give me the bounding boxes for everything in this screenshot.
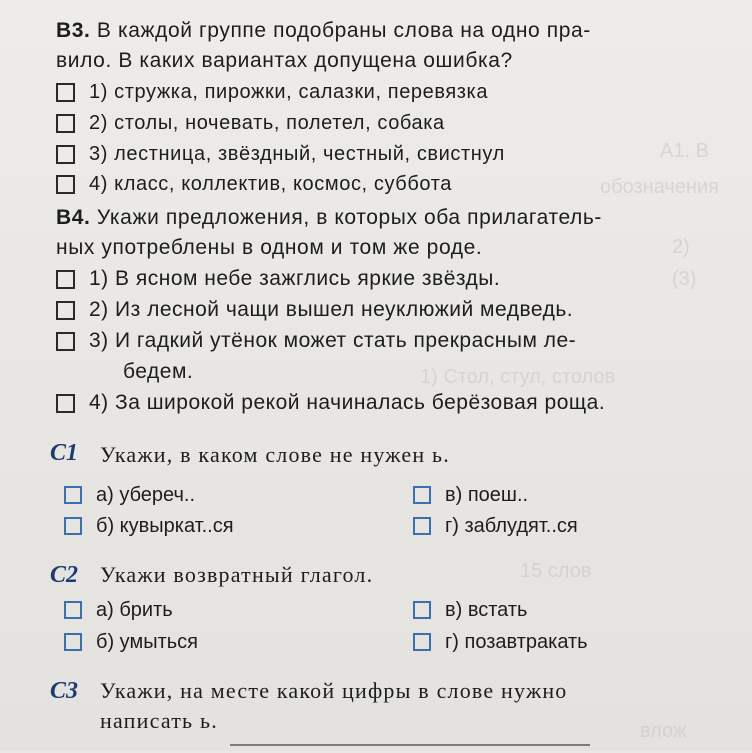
b4-question-line2: ных употреблены в одном и том же роде. — [56, 236, 483, 259]
option-label: в) встать — [445, 599, 528, 621]
option-label: 4) За широкой рекой начиналась берёзовая роща. — [89, 391, 606, 414]
checkbox[interactable] — [56, 270, 75, 289]
checkbox[interactable] — [413, 486, 431, 504]
c2-option-b[interactable] — [64, 630, 198, 654]
c1-option-v[interactable] — [413, 483, 528, 507]
option-label: г) заблудят..ся — [445, 515, 578, 537]
option-label: 1) В ясном небе зажглись яркие звёзды. — [89, 267, 501, 290]
c2-handwritten-tag: С2 — [50, 562, 79, 588]
checkbox[interactable] — [64, 601, 82, 619]
c1-option-a[interactable] — [64, 483, 195, 507]
c2-option-a[interactable] — [64, 598, 173, 622]
option-label: 3) И гадкий утёнок может стать прекрасным ле- — [89, 329, 577, 352]
b4-option-3-continued — [123, 360, 193, 384]
checkbox[interactable] — [64, 517, 82, 535]
b3-option-2[interactable] — [56, 111, 445, 135]
checkbox[interactable] — [56, 175, 75, 194]
b4-option-2[interactable] — [56, 298, 573, 322]
c1-option-g[interactable] — [413, 514, 578, 538]
checkbox[interactable] — [56, 114, 75, 133]
show-through-text: А1. В — [660, 140, 709, 162]
show-through-text: 15 слов — [520, 560, 592, 582]
b4-option-4[interactable] — [56, 391, 605, 415]
option-label: г) позавтракать — [445, 631, 588, 653]
show-through-text: 1) Стол, стул, столов — [420, 366, 616, 388]
c1-handwritten-tag: С1 — [50, 440, 79, 466]
c1-option-b[interactable] — [64, 514, 234, 538]
option-label: в) поеш.. — [445, 484, 529, 506]
b3-number: В3. — [56, 19, 91, 42]
checkbox[interactable] — [413, 601, 431, 619]
c2-option-v[interactable] — [413, 598, 527, 622]
c2-question: Укажи возвратный глагол. — [100, 562, 374, 587]
checkbox[interactable] — [56, 145, 75, 164]
b4-question-line1: В4. Укажи предложения, в которых оба прилагатель- — [56, 206, 603, 229]
option-label: б) кувыркат..ся — [96, 515, 234, 537]
option-label: а) убереч.. — [96, 484, 196, 506]
b4-option-1[interactable] — [56, 267, 500, 291]
b3-option-4[interactable] — [56, 172, 452, 196]
option-label: 2) столы, ночевать, полетел, собака — [89, 112, 445, 134]
checkbox[interactable] — [64, 633, 82, 651]
show-through-text: (3) — [672, 268, 697, 290]
show-through-text: влож — [640, 720, 687, 742]
option-label: 1) стружка, пирожки, салазки, перевязка — [89, 81, 489, 103]
b4-number: В4. — [56, 206, 91, 229]
c2-option-g[interactable] — [413, 630, 588, 654]
c3-question-line1: Укажи, на месте какой цифры в слове нужно — [100, 678, 568, 703]
checkbox[interactable] — [413, 633, 431, 651]
cropped-bottom-line — [230, 744, 590, 753]
checkbox[interactable] — [413, 517, 431, 535]
checkbox[interactable] — [56, 301, 75, 320]
c1-question: Укажи, в каком слове не нужен ь. — [100, 442, 450, 467]
c3-handwritten-tag: С3 — [50, 678, 79, 704]
option-label: 3) лестница, звёздный, честный, свистнул — [89, 143, 505, 165]
b3-option-1[interactable] — [56, 80, 488, 104]
b3-question-line2: вило. В каких вариантах допущена ошибка? — [56, 49, 513, 72]
b3-question-line1: В3. В каждой группе подобраны слова на одно пра- — [56, 19, 591, 42]
option-label: 4) класс, коллектив, космос, суббота — [89, 173, 452, 195]
show-through-text: обозначения — [600, 176, 719, 198]
show-through-text: 2) — [672, 236, 690, 258]
c3-question-line2: написать ь. — [100, 708, 218, 733]
option-label: б) умыться — [96, 631, 198, 653]
option-label: а) брить — [96, 599, 173, 621]
b4-option-3[interactable] — [56, 329, 576, 353]
b3-option-3[interactable] — [56, 142, 505, 166]
checkbox[interactable] — [56, 83, 75, 102]
checkbox[interactable] — [56, 332, 75, 351]
option-label: 2) Из лесной чащи вышел неуклюжий медведь. — [89, 298, 574, 321]
checkbox[interactable] — [64, 486, 82, 504]
option-label: бедем. — [123, 360, 194, 383]
checkbox[interactable] — [56, 394, 75, 413]
